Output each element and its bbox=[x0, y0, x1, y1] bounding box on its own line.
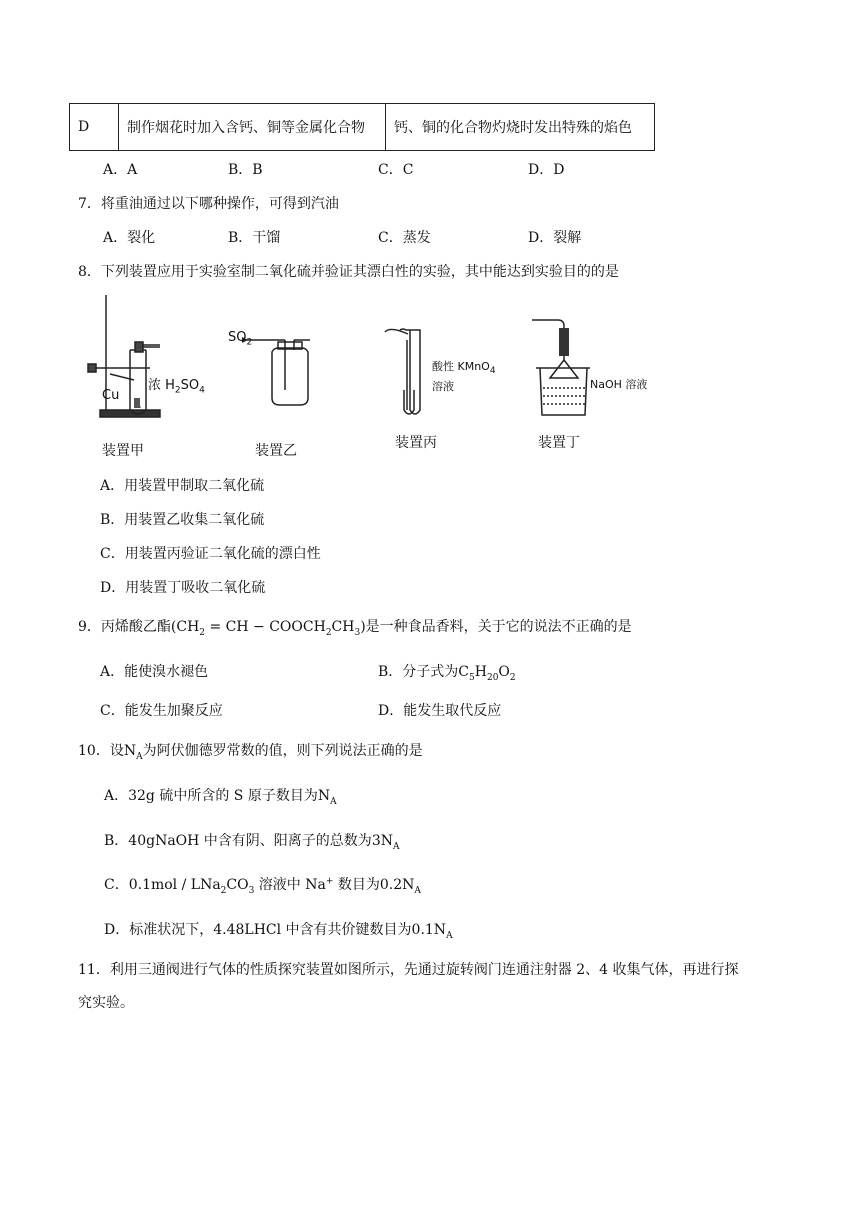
table-row bbox=[70, 104, 655, 151]
q10-option-a: A．32g 硫中所含的 S 原子数目为$N_A$ bbox=[104, 788, 337, 807]
q8-stem: 8．下列装置应用于实验室制二氧化硫并验证其漂白性的实验，其中能达到实验目的的是 bbox=[78, 264, 619, 280]
q6-option-d: D．D bbox=[528, 162, 565, 178]
q6-option-c: C．C bbox=[378, 162, 414, 178]
label-cu: Cu bbox=[102, 388, 120, 403]
q7-option-d: D．裂解 bbox=[528, 230, 582, 246]
q10-option-b: B．40gNaOH 中含有阴、阳离子的总数为$3N_A$ bbox=[104, 833, 400, 852]
q7-stem: 7．将重油通过以下哪种操作，可得到汽油 bbox=[78, 196, 339, 212]
q8-option-a: A．用装置甲制取二氧化硫 bbox=[100, 478, 265, 494]
q10-stem: 10．设$N_A$为阿伏伽德罗常数的值，则下列说法正确的是 bbox=[78, 743, 423, 762]
q7-option-b: B．干馏 bbox=[228, 230, 281, 246]
q10-option-d: D．标准状况下，4.48LHCl 中含有共价键数目为$0.1N_A$ bbox=[104, 922, 453, 941]
q9-option-b: B．分子式为$C_5H_{20}O_2$ bbox=[378, 664, 516, 683]
label-apparatus-yi: 装置乙 bbox=[255, 443, 297, 459]
q6-option-a: A．A bbox=[103, 162, 138, 178]
label-apparatus-ding: 装置丁 bbox=[538, 435, 580, 451]
table-cell-reason: 钙、铜的化合物灼烧时发出特殊的焰色 bbox=[386, 104, 655, 151]
label-naoh: NaOH 溶液 bbox=[590, 378, 648, 391]
q9-stem: 9．丙烯酸乙酯($CH_2$ = CH − $COOCH_2CH_3$)是一种食品香料，关于它的说法不正确的是 bbox=[78, 619, 632, 638]
q7-option-c: C．蒸发 bbox=[378, 230, 431, 246]
label-kmno4: 酸性 KMnO$_4$ bbox=[432, 360, 496, 377]
q8-option-c: C．用装置丙验证二氧化硫的漂白性 bbox=[100, 546, 321, 562]
q9-option-a: A．能使溴水褪色 bbox=[100, 664, 209, 680]
q8-option-d: D．用装置丁吸收二氧化硫 bbox=[100, 580, 266, 596]
table-cell-letter: D bbox=[70, 104, 119, 151]
q8-option-b: B．用装置乙收集二氧化硫 bbox=[100, 512, 265, 528]
q10-option-c: C．$0.1mol / LNa_2CO_3$ 溶液中 Na+ 数目为$0.2N_A$ bbox=[104, 876, 421, 896]
label-so2: $SO_2$ bbox=[228, 330, 253, 348]
q9-option-d: D．能发生取代反应 bbox=[378, 703, 502, 719]
q7-option-a: A．裂化 bbox=[103, 230, 156, 246]
option-table bbox=[69, 103, 655, 151]
q9-option-c: C．能发生加聚反应 bbox=[100, 703, 223, 719]
label-acid: 浓 $H_2SO_4$ bbox=[148, 378, 205, 396]
table-cell-item: 制作烟花时加入含钙、铜等金属化合物 bbox=[119, 104, 386, 151]
apparatus-figure bbox=[80, 290, 680, 460]
q6-option-b: B．B bbox=[228, 162, 263, 178]
q11-line-2: 究实验。 bbox=[78, 995, 134, 1011]
label-apparatus-jia: 装置甲 bbox=[102, 443, 144, 459]
label-apparatus-bing: 装置丙 bbox=[395, 435, 437, 451]
label-kmno4-solution: 溶液 bbox=[432, 380, 454, 393]
q11-line-1: 11．利用三通阀进行气体的性质探究装置如图所示，先通过旋转阀门连通注射器 2、4 收集气体，再进行探 bbox=[78, 962, 739, 978]
